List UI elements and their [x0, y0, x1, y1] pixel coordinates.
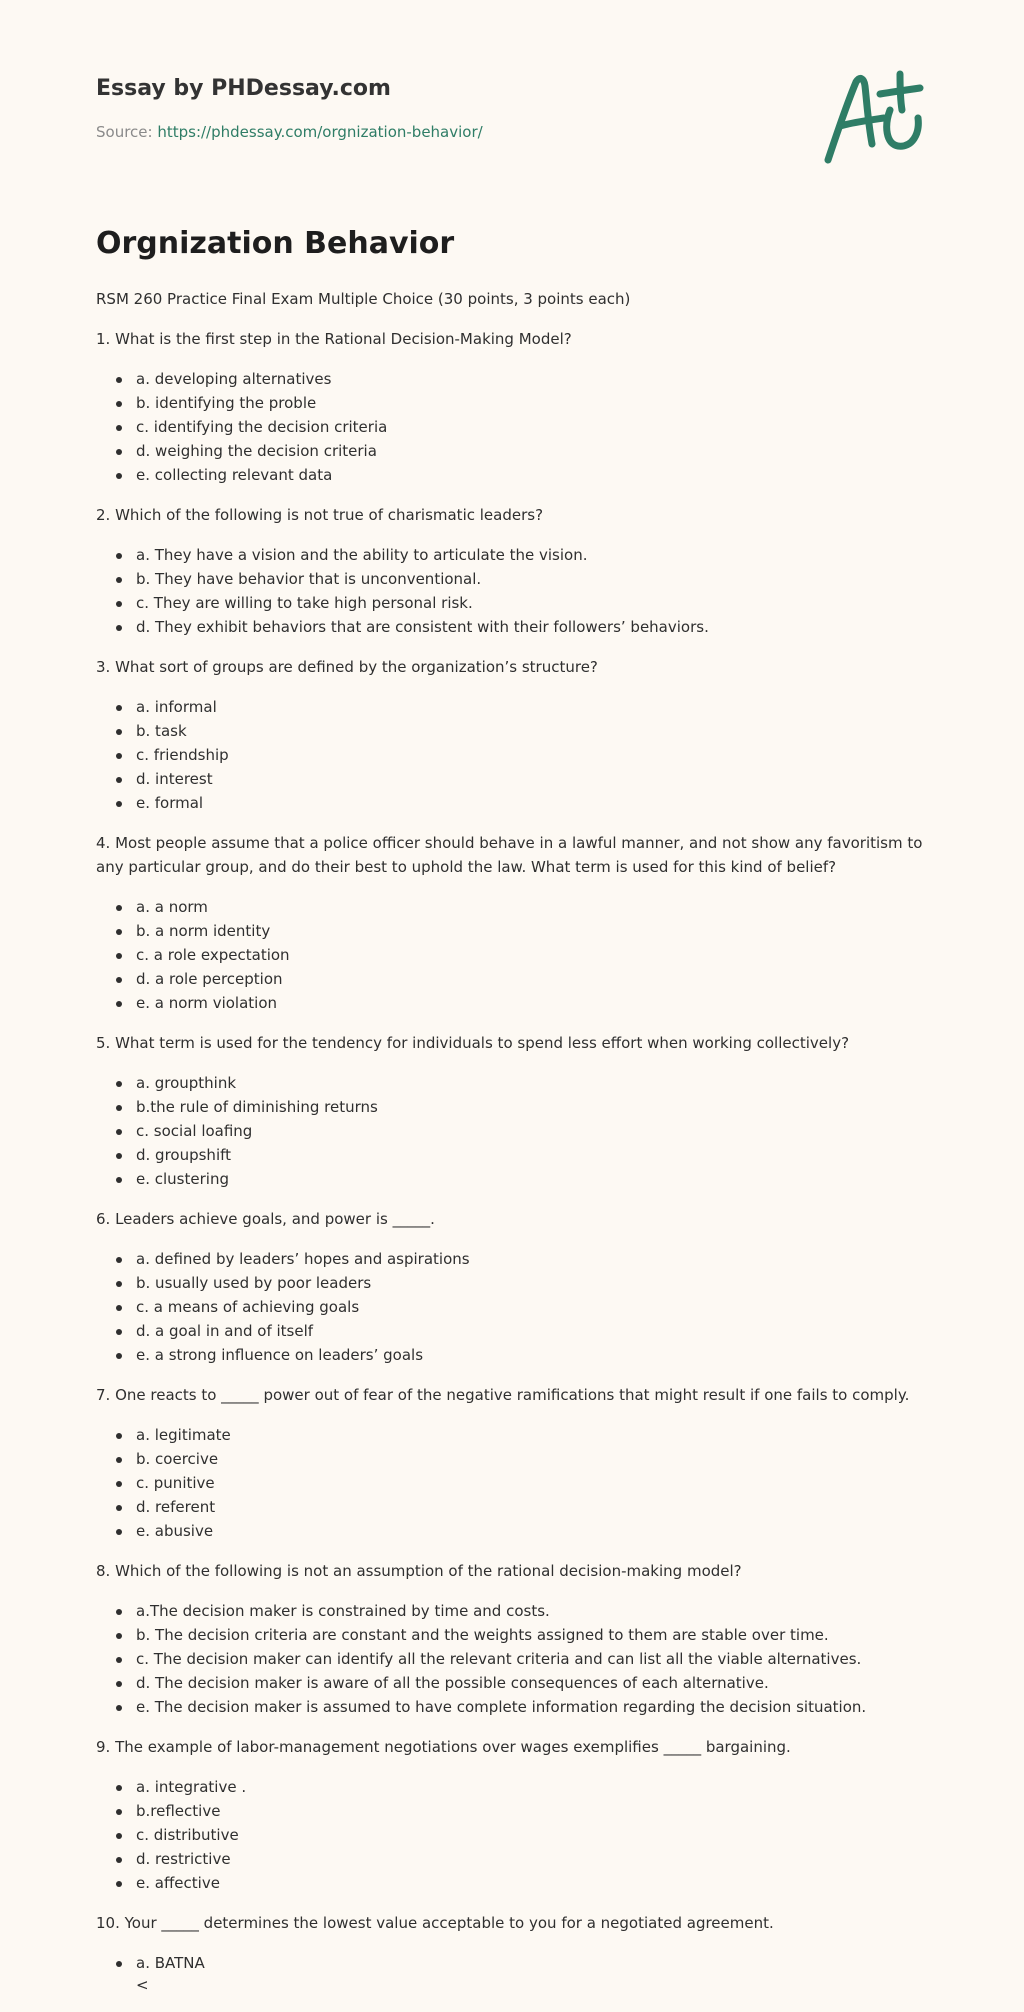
answer-option: d. groupshift: [136, 1143, 928, 1167]
answer-option: c. distributive: [136, 1823, 928, 1847]
article: [96, 224, 928, 1997]
answer-option: d. They exhibit behaviors that are consistent with their followers’ behaviors.: [136, 615, 928, 639]
answer-option: c. social loafing: [136, 1119, 928, 1143]
question-text: 6. Leaders achieve goals, and power is _____.: [96, 1210, 435, 1228]
question-text: 2. Which of the following is not true of charismatic leaders?: [96, 506, 544, 524]
answer-option: e. collecting relevant data: [136, 463, 928, 487]
answer-option: c. identifying the decision criteria: [136, 415, 928, 439]
answer-option: b. identifying the proble: [136, 391, 928, 415]
answer-option: a.The decision maker is constrained by time and costs.: [136, 1599, 928, 1623]
answer-options: [96, 1247, 928, 1367]
answer-option: e. clustering: [136, 1167, 928, 1191]
a-plus-logo-icon: [820, 68, 932, 168]
answer-option: e. affective: [136, 1871, 928, 1895]
answer-option: d. weighing the decision criteria: [136, 439, 928, 463]
article-title: Orgnization Behavior: [96, 226, 455, 261]
answer-option: a. They have a vision and the ability to articulate the vision.: [136, 543, 928, 567]
answer-option: d. a goal in and of itself: [136, 1319, 928, 1343]
answer-option: b. usually used by poor leaders: [136, 1271, 928, 1295]
answer-options: [96, 543, 928, 639]
question-list: [96, 327, 928, 1975]
answer-options: [96, 367, 928, 487]
answer-options: [96, 1599, 928, 1719]
answer-options: [96, 1775, 928, 1895]
answer-option: a. informal: [136, 695, 928, 719]
question-text: 5. What term is used for the tendency for individuals to spend less effort when working collectively?: [96, 1034, 850, 1052]
answer-option: b. task: [136, 719, 928, 743]
answer-options: [96, 1423, 928, 1543]
question-text: 4. Most people assume that a police officer should behave in a lawful manner, and not show any favoritism to any particular group, and do their best to uphold the law. What term is used for this kind of belief?: [96, 834, 923, 876]
source-label: Source:: [96, 123, 158, 141]
question-text: 9. The example of labor-management negotiations over wages exemplifies _____ bargaining.: [96, 1738, 791, 1756]
question-text: 1. What is the first step in the Rational Decision-Making Model?: [96, 330, 572, 348]
answer-option: c. a means of achieving goals: [136, 1295, 928, 1319]
answer-option: a. BATNA: [136, 1951, 928, 1975]
source-link[interactable]: https://phdessay.com/orgnization-behavior/: [157, 123, 483, 141]
question-text: 3. What sort of groups are defined by the organization’s structure?: [96, 658, 598, 676]
answer-option: b. They have behavior that is unconventional.: [136, 567, 928, 591]
answer-option: b.reflective: [136, 1799, 928, 1823]
answer-option: e. abusive: [136, 1519, 928, 1543]
question-text: 8. Which of the following is not an assumption of the rational decision-making model?: [96, 1562, 742, 1580]
answer-option: e. formal: [136, 791, 928, 815]
answer-option: c. punitive: [136, 1471, 928, 1495]
trailing-text: <: [136, 1976, 149, 1994]
answer-option: d. The decision maker is aware of all the possible consequences of each alternative.: [136, 1671, 928, 1695]
answer-option: b. The decision criteria are constant and the weights assigned to them are stable over time.: [136, 1623, 928, 1647]
answer-option: a. a norm: [136, 895, 928, 919]
answer-option: b. a norm identity: [136, 919, 928, 943]
answer-option: d. a role perception: [136, 967, 928, 991]
question-text: 10. Your _____ determines the lowest value acceptable to you for a negotiated agreement.: [96, 1914, 774, 1932]
answer-option: b. coercive: [136, 1447, 928, 1471]
answer-option: a. developing alternatives: [136, 367, 928, 391]
answer-option: a. groupthink: [136, 1071, 928, 1095]
answer-option: c. They are willing to take high personal risk.: [136, 591, 928, 615]
answer-option: e. a strong influence on leaders’ goals: [136, 1343, 928, 1367]
answer-options: [96, 895, 928, 1015]
answer-option: a. legitimate: [136, 1423, 928, 1447]
answer-option: c. friendship: [136, 743, 928, 767]
answer-option: d. restrictive: [136, 1847, 928, 1871]
answer-options: [96, 1951, 928, 1975]
article-intro: RSM 260 Practice Final Exam Multiple Choice (30 points, 3 points each): [96, 290, 631, 308]
answer-option: d. referent: [136, 1495, 928, 1519]
answer-option: e. a norm violation: [136, 991, 928, 1015]
question-text: 7. One reacts to _____ power out of fear of the negative ramifications that might result if one fails to comply.: [96, 1386, 910, 1404]
answer-option: c. a role expectation: [136, 943, 928, 967]
answer-option: c. The decision maker can identify all the relevant criteria and can list all the viable alternatives.: [136, 1647, 928, 1671]
answer-option: a. integrative .: [136, 1775, 928, 1799]
site-name: Essay by PHDessay.com: [96, 76, 391, 101]
answer-option: d. interest: [136, 767, 928, 791]
answer-option: e. The decision maker is assumed to have complete information regarding the decision situation.: [136, 1695, 928, 1719]
answer-options: [96, 695, 928, 815]
source-line: [96, 123, 483, 141]
answer-option: b.the rule of diminishing returns: [136, 1095, 928, 1119]
answer-option: a. defined by leaders’ hopes and aspirations: [136, 1247, 928, 1271]
answer-options: [96, 1071, 928, 1191]
